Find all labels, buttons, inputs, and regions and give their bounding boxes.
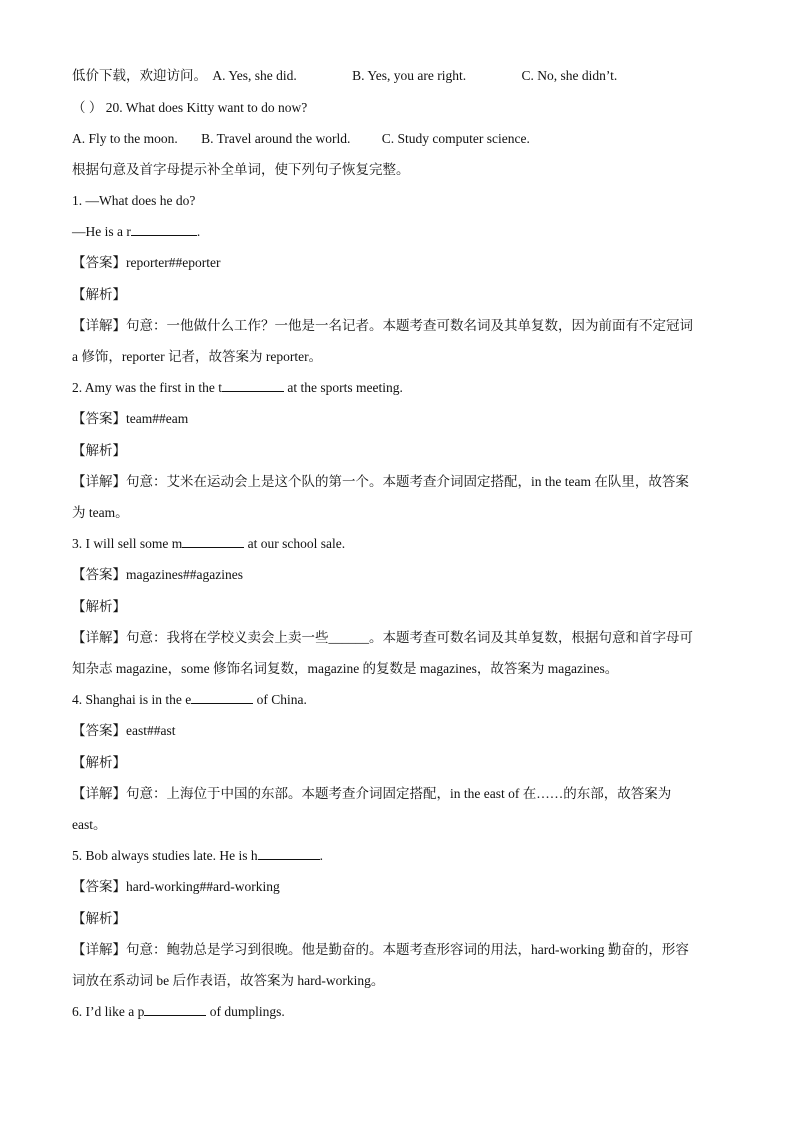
item-4-text-after: of China.: [253, 692, 307, 707]
question-20: [72, 98, 734, 118]
detail-text: 句意：一他做什么工作？一他是一名记者。本题考查可数名词及其单复数，因为前面有不定冠词: [126, 318, 693, 333]
item-2-text-after: at the sports meeting.: [283, 380, 403, 395]
item-3-text-before: 3. I will sell some m: [72, 536, 183, 551]
item-5-analysis: 【解析】: [72, 911, 126, 926]
answer-label: 【答案】: [72, 879, 126, 894]
item-5-detail-line-2: 词放在系动词 be 后作表语，故答案为 hard-working。: [72, 973, 385, 988]
fill-blank: [182, 534, 244, 548]
item-4-answer: [72, 721, 734, 741]
item-2-analysis: 【解析】: [72, 443, 126, 458]
detail-text: 句意：鲍勃总是学习到很晚。他是勤奋的。本题考查形容词的用法，hard-working 勤奋的，形容: [126, 942, 689, 957]
option-c: C. No, she didn’t.: [521, 68, 618, 83]
answer-text: magazines##agazines: [126, 567, 243, 582]
item-1-detail-line-2: a 修饰，reporter 记者，故答案为 reporter。: [72, 349, 323, 364]
item-3-answer: [72, 565, 734, 585]
line-prefix: 低价下载，欢迎访问。: [72, 68, 207, 83]
item-3-analysis: 【解析】: [72, 599, 126, 614]
option-b: B. Travel around the world.: [201, 131, 351, 146]
fill-blank: [222, 378, 284, 392]
answer-label: 【答案】: [72, 255, 126, 270]
item-5-detail-line-1: [72, 940, 734, 960]
item-1-answer: [72, 253, 734, 273]
answer-label: 【答案】: [72, 567, 126, 582]
item-1-text-after: .: [196, 224, 201, 239]
item-1-text-before: —He is a r: [72, 224, 131, 239]
item-4-detail-line-1: [72, 784, 734, 804]
item-5-text-before: 5. Bob always studies late. He is h: [72, 848, 258, 863]
detail-label: 【详解】: [72, 942, 126, 957]
question-20-options: [72, 129, 734, 149]
item-2-detail-line-1: [72, 472, 734, 492]
item-6-text-after: of dumplings.: [206, 1004, 285, 1019]
answer-text: reporter##eporter: [126, 255, 221, 270]
item-5-text-after: .: [319, 848, 323, 863]
answer-label: 【答案】: [72, 411, 126, 426]
answer-text: team##eam: [126, 411, 189, 426]
detail-label: 【详解】: [72, 786, 126, 801]
question-20-text: 20. What does Kitty want to do now?: [105, 100, 308, 115]
item-2-answer: [72, 409, 734, 429]
item-4-detail-line-2: east。: [72, 817, 107, 832]
detail-label: 【详解】: [72, 630, 126, 645]
item-1-answer-line: [72, 222, 734, 242]
fill-blank: [258, 846, 320, 860]
item-4-analysis: 【解析】: [72, 755, 126, 770]
fill-blank: [191, 690, 253, 704]
item-3-question: [72, 534, 734, 554]
section-instruction: 根据句意及首字母提示补全单词，使下列句子恢复完整。: [72, 162, 410, 177]
item-2-text-before: 2. Amy was the first in the t: [72, 380, 222, 395]
answer-text: east##ast: [126, 723, 176, 738]
answer-label: 【答案】: [72, 723, 126, 738]
item-3-detail-line-2: 知杂志 magazine，some 修饰名词复数，magazine 的复数是 magazines，故答案为 magazines。: [72, 661, 619, 676]
item-2-question: [72, 378, 734, 398]
detail-text: 句意：艾米在运动会上是这个队的第一个。本题考查介词固定搭配，in the team 在队里，故答案: [126, 474, 689, 489]
item-3-detail-line-1: [72, 628, 734, 648]
fill-blank: [144, 1002, 206, 1016]
previous-question-options: [72, 66, 734, 86]
option-a: A. Yes, she did.: [212, 68, 297, 83]
option-a: A. Fly to the moon.: [72, 131, 178, 146]
item-6-question: [72, 1002, 734, 1022]
option-b: B. Yes, you are right.: [352, 68, 467, 83]
item-1-question: 1. —What does he do?: [72, 193, 196, 208]
item-1-detail-line-1: [72, 316, 734, 336]
answer-text: hard-working##ard-working: [126, 879, 280, 894]
item-2-detail-line-2: 为 team。: [72, 505, 129, 520]
answer-bracket: （ ）: [72, 100, 103, 115]
fill-blank: [131, 222, 197, 236]
item-5-answer: [72, 877, 734, 897]
item-6-text-before: 6. I’d like a p: [72, 1004, 145, 1019]
item-4-text-before: 4. Shanghai is in the e: [72, 692, 192, 707]
detail-label: 【详解】: [72, 318, 126, 333]
item-4-question: [72, 690, 734, 710]
detail-text: 句意：上海位于中国的东部。本题考查介词固定搭配，in the east of 在……的东部，故答案为: [126, 786, 672, 801]
detail-label: 【详解】: [72, 474, 126, 489]
item-5-question: [72, 846, 734, 866]
item-1-analysis: 【解析】: [72, 287, 126, 302]
detail-text: 句意：我将在学校义卖会上卖一些______。本题考查可数名词及其单复数，根据句意和首字母可: [126, 630, 693, 645]
item-3-text-after: at our school sale.: [244, 536, 346, 551]
option-c: C. Study computer science.: [381, 131, 530, 146]
